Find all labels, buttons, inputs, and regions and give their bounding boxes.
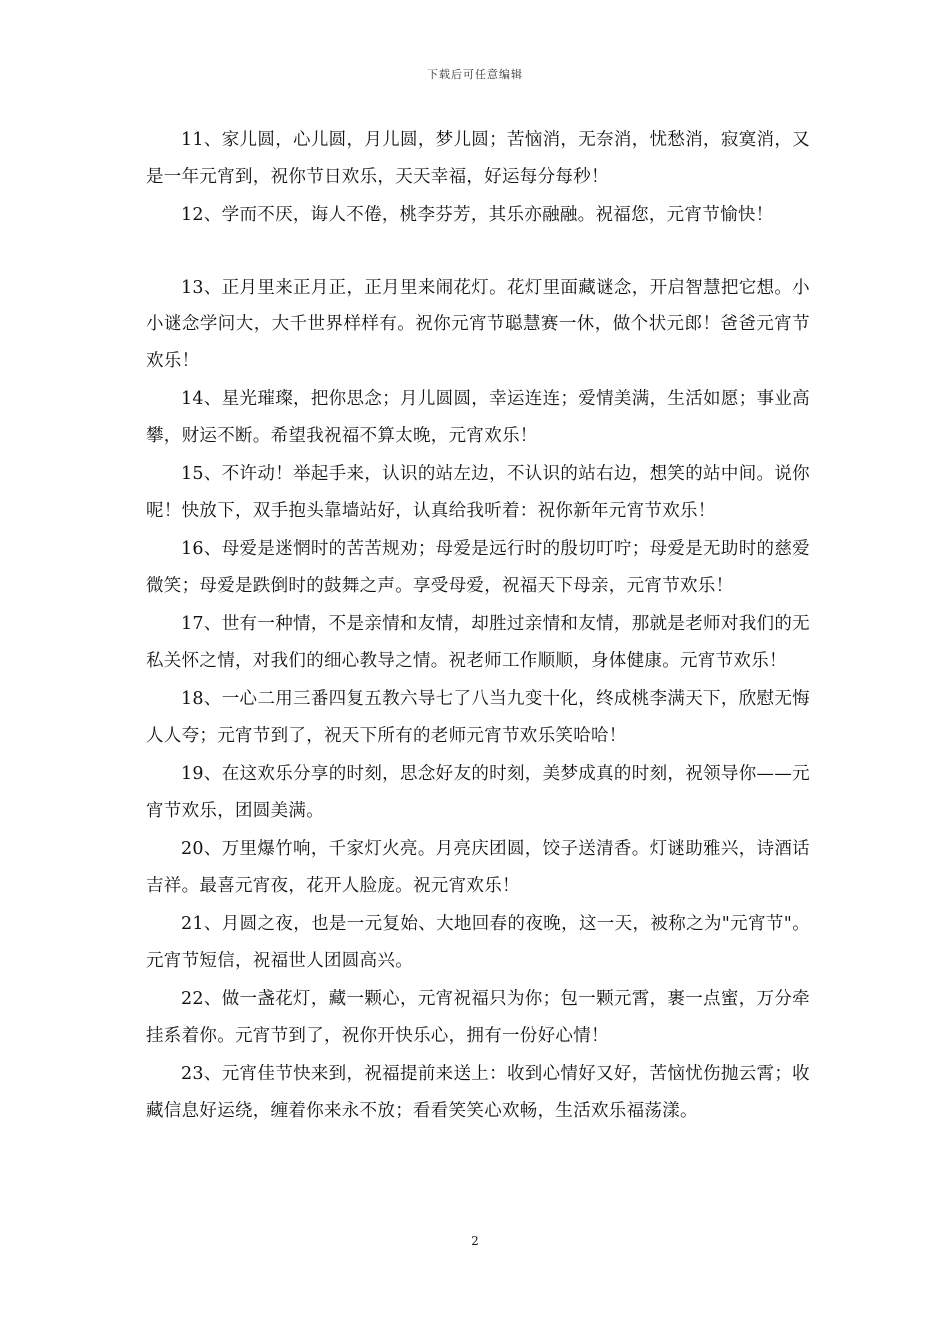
paragraph-11: 11、家儿圆，心儿圆，月儿圆，梦儿圆；苦恼消，无奈消，忧愁消，寂寞消，又是一年元宵到，祝你节日欢乐，天天幸福，好运每分每秒！ bbox=[146, 130, 810, 187]
paragraph-23: 23、元宵佳节快来到，祝福提前来送上：收到心情好又好，苦恼忧伤抛云霄；收藏信息好运绕，缠着你来永不放；看看笑笑心欢畅，生活欢乐福荡漾。 bbox=[146, 1064, 810, 1121]
paragraph-19: 19、在这欢乐分享的时刻，思念好友的时刻，美梦成真的时刻，祝领导你——元宵节欢乐，团圆美满。 bbox=[146, 764, 810, 821]
paragraph-16: 16、母爱是迷惘时的苦苦规劝；母爱是远行时的殷切叮咛；母爱是无助时的慈爱微笑；母爱是跌倒时的鼓舞之声。享受母爱，祝福天下母亲，元宵节欢乐！ bbox=[146, 539, 810, 596]
paragraph-21: 21、月圆之夜，也是一元复始、大地回春的夜晚，这一天，被称之为"元宵节"。元宵节短信，祝福世人团圆高兴。 bbox=[146, 914, 810, 971]
document-body bbox=[146, 122, 810, 1131]
page-number: 2 bbox=[471, 1234, 479, 1248]
paragraph-13: 13、正月里来正月正，正月里来闹花灯。花灯里面藏谜念，开启智慧把它想。小小谜念学问大，大千世界样样有。祝你元宵节聪慧赛一休，做个状元郎！爸爸元宵节欢乐！ bbox=[146, 277, 810, 371]
paragraph-gap bbox=[146, 236, 810, 270]
paragraph-17: 17、世有一种情，不是亲情和友情，却胜过亲情和友情，那就是老师对我们的无私关怀之情，对我们的细心教导之情。祝老师工作顺顺，身体健康。元宵节欢乐！ bbox=[146, 614, 810, 671]
paragraph-18: 18、一心二用三番四复五教六导七了八当九变十化，终成桃李满天下，欣慰无悔人人夸；元宵节到了，祝天下所有的老师元宵节欢乐笑哈哈！ bbox=[146, 689, 810, 746]
paragraph-22: 22、做一盏花灯，藏一颗心，元宵祝福只为你；包一颗元霄，裹一点蜜，万分牵挂系着你。元宵节到了，祝你开快乐心，拥有一份好心情！ bbox=[146, 989, 810, 1046]
paragraph-12: 12、学而不厌，诲人不倦，桃李芬芳，其乐亦融融。祝福您，元宵节愉快！ bbox=[181, 205, 774, 225]
paragraph-15: 15、不许动！举起手来，认识的站左边，不认识的站右边，想笑的站中间。说你呢！快放下，双手抱头靠墙站好，认真给我听着：祝你新年元宵节欢乐！ bbox=[146, 464, 810, 521]
paragraph-20: 20、万里爆竹响，千家灯火亮。月亮庆团圆，饺子送清香。灯谜助雅兴，诗酒话吉祥。最喜元宵夜，花开人脸庞。祝元宵欢乐！ bbox=[146, 839, 810, 896]
paragraph-14: 14、星光璀璨，把你思念；月儿圆圆，幸运连连；爱情美满，生活如愿；事业高攀，财运不断。希望我祝福不算太晚，元宵欢乐！ bbox=[146, 389, 810, 446]
page-header-note: 下载后可任意编辑 bbox=[427, 68, 523, 81]
